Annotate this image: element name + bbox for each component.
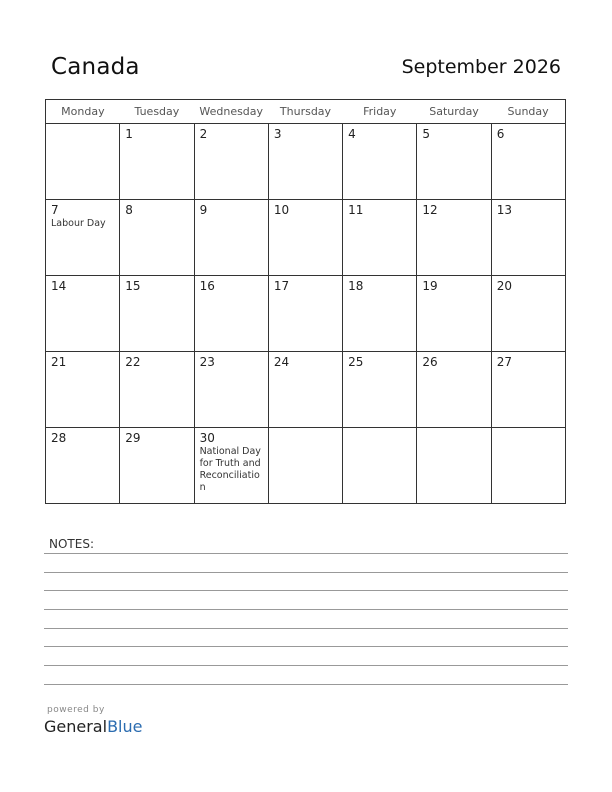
notes-line	[44, 684, 568, 685]
notes-line	[44, 609, 568, 610]
notes-label: NOTES:	[49, 537, 94, 551]
calendar-day-cell	[46, 352, 120, 428]
day-number: 15	[125, 279, 141, 293]
calendar-day-cell	[491, 276, 565, 352]
calendar-week-row	[46, 124, 566, 200]
calendar-week-row	[46, 428, 566, 504]
weekday-header: Saturday	[417, 100, 491, 124]
calendar-day-cell	[268, 124, 342, 200]
weekday-header: Tuesday	[120, 100, 194, 124]
day-number: 17	[273, 279, 290, 293]
calendar-day-cell	[46, 124, 120, 200]
notes-line	[44, 646, 568, 647]
country-title: Canada	[51, 54, 140, 80]
month-title: September 2026	[401, 56, 561, 78]
calendar-day-cell	[120, 352, 194, 428]
powered-by-text: powered by	[47, 705, 105, 715]
day-number: 25	[348, 355, 364, 369]
notes-line	[44, 665, 568, 666]
day-number: 20	[496, 279, 512, 293]
brand-blue: Blue	[107, 717, 143, 736]
calendar-day-cell	[46, 200, 120, 276]
calendar-day-cell	[268, 352, 342, 428]
calendar-day-cell	[417, 200, 491, 276]
weekday-header: Thursday	[268, 100, 342, 124]
weekday-header: Sunday	[491, 100, 565, 124]
day-number: 10	[273, 203, 290, 217]
calendar-day-cell	[343, 276, 417, 352]
brand-general: General	[44, 717, 108, 736]
calendar-day-cell	[417, 276, 491, 352]
day-number: 21	[51, 355, 67, 369]
calendar-day-cell	[120, 200, 194, 276]
day-number: 13	[496, 203, 512, 217]
calendar-day-cell	[343, 200, 417, 276]
calendar-day-cell	[194, 352, 268, 428]
day-number: 5	[422, 127, 431, 141]
day-number: 3	[273, 127, 282, 141]
day-number: 14	[51, 279, 67, 293]
day-number: 28	[51, 431, 67, 445]
calendar-day-cell	[120, 124, 194, 200]
weekday-header: Wednesday	[194, 100, 268, 124]
calendar-day-cell	[343, 352, 417, 428]
day-number: 30	[199, 431, 215, 445]
calendar-day-cell	[417, 352, 491, 428]
notes-line	[44, 572, 568, 573]
day-number: 19	[422, 279, 438, 293]
day-number: 24	[273, 355, 290, 369]
calendar-day-cell	[194, 124, 268, 200]
day-number: 18	[348, 279, 364, 293]
calendar-day-cell	[417, 428, 491, 504]
day-number: 26	[422, 355, 438, 369]
brand-logo	[44, 717, 142, 736]
calendar-week-row	[46, 276, 566, 352]
day-number: 11	[348, 203, 364, 217]
calendar-day-cell	[343, 428, 417, 504]
day-number: 29	[125, 431, 141, 445]
day-number: 1	[125, 127, 133, 141]
day-number: 8	[125, 203, 133, 217]
day-number: 23	[199, 355, 215, 369]
calendar-day-cell	[46, 276, 120, 352]
calendar-day-cell	[491, 200, 565, 276]
calendar-day-cell	[194, 276, 268, 352]
day-number: 27	[496, 355, 512, 369]
notes-line	[44, 628, 568, 629]
day-number: 2	[199, 127, 208, 141]
calendar-day-cell	[417, 124, 491, 200]
weekday-header-row	[46, 100, 566, 124]
day-number: 9	[199, 203, 208, 217]
day-number: 12	[422, 203, 438, 217]
calendar-day-cell	[491, 352, 565, 428]
calendar-day-cell	[268, 276, 342, 352]
day-number: 22	[125, 355, 141, 369]
calendar-day-cell	[268, 200, 342, 276]
holiday-label: National Day for Truth and Reconciliation	[199, 446, 261, 493]
day-number: 7	[51, 203, 59, 217]
calendar-day-cell	[120, 428, 194, 504]
calendar-day-cell	[194, 428, 268, 504]
weekday-header: Friday	[343, 100, 417, 124]
calendar-day-cell	[343, 124, 417, 200]
calendar-week-row	[46, 200, 566, 276]
notes-line	[44, 553, 568, 554]
calendar-grid	[45, 99, 566, 504]
notes-line	[44, 590, 568, 591]
calendar-day-cell	[491, 428, 565, 504]
day-number: 4	[348, 127, 356, 141]
calendar-day-cell	[194, 200, 268, 276]
calendar-day-cell	[491, 124, 565, 200]
holiday-label: Labour Day	[51, 218, 106, 229]
day-number: 6	[496, 127, 505, 141]
calendar-day-cell	[46, 428, 120, 504]
calendar-day-cell	[268, 428, 342, 504]
calendar-day-cell	[120, 276, 194, 352]
day-number: 16	[199, 279, 215, 293]
calendar-week-row	[46, 352, 566, 428]
weekday-header: Monday	[46, 100, 120, 124]
calendar-body	[46, 124, 566, 504]
